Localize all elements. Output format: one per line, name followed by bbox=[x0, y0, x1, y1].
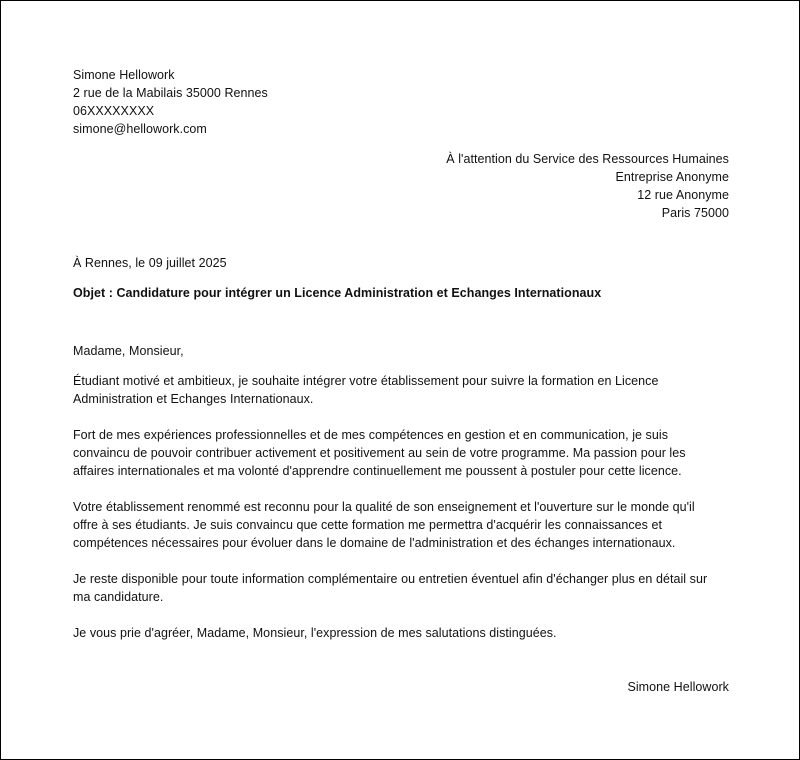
paragraph-line: Je reste disponible pour toute information complémentaire ou entretien éventuel afin d'échanger plus en détail sur bbox=[73, 572, 708, 586]
paragraph-line: Administration et Echanges Internationaux. bbox=[73, 392, 314, 406]
place-date bbox=[73, 254, 729, 272]
place-date-text: À Rennes, le 09 juillet 2025 bbox=[73, 256, 227, 270]
subject-line bbox=[73, 284, 729, 302]
paragraph-line: convaincu de pouvoir contribuer activement et positivement au sein de votre programme. Ma passion pour les bbox=[73, 446, 686, 460]
paragraph-line: compétences nécessaires pour évoluer dans le domaine de l'administration et des échanges internationaux. bbox=[73, 536, 676, 550]
closing-paragraph bbox=[73, 624, 729, 642]
paragraph-line: Étudiant motivé et ambitieux, je souhaite intégrer votre établissement pour suivre la formation en Licence bbox=[73, 374, 659, 388]
recipient-attention: À l'attention du Service des Ressources Humaines bbox=[446, 152, 729, 166]
signature-name: Simone Hellowork bbox=[627, 680, 729, 694]
paragraph-line: offre à ses étudiants. Je suis convaincu que cette formation me permettra d'acquérir les connaissances et bbox=[73, 518, 662, 532]
subject-text: Objet : Candidature pour intégrer un Licence Administration et Echanges Internationaux bbox=[73, 286, 602, 300]
recipient-city: Paris 75000 bbox=[661, 206, 729, 220]
sender-phone: 06XXXXXXXX bbox=[73, 104, 155, 118]
salutation-text: Madame, Monsieur, bbox=[73, 344, 184, 358]
salutation bbox=[73, 342, 729, 360]
recipient-company: Entreprise Anonyme bbox=[615, 170, 729, 184]
signature bbox=[73, 678, 729, 696]
paragraph-line: Votre établissement renommé est reconnu pour la qualité de son enseignement et l'ouverture sur le monde qu'il bbox=[73, 500, 695, 514]
paragraph-line: Je vous prie d'agréer, Madame, Monsieur, l'expression de mes salutations distinguées. bbox=[73, 626, 557, 640]
paragraph-line: affaires internationales et ma volonté d'apprendre continuellement me poussent à postuler pour cette licence. bbox=[73, 464, 682, 478]
paragraph-line: ma candidature. bbox=[73, 590, 164, 604]
sender-email: simone@hellowork.com bbox=[73, 122, 207, 136]
sender-name: Simone Hellowork bbox=[73, 68, 175, 82]
recipient-block bbox=[73, 150, 729, 222]
paragraph-1 bbox=[73, 372, 729, 408]
paragraph-2 bbox=[73, 426, 729, 480]
recipient-street: 12 rue Anonyme bbox=[637, 188, 729, 202]
sender-block bbox=[73, 66, 729, 138]
sender-address: 2 rue de la Mabilais 35000 Rennes bbox=[73, 86, 268, 100]
paragraph-line: Fort de mes expériences professionnelles et de mes compétences en gestion et en communication, je suis bbox=[73, 428, 668, 442]
paragraph-3 bbox=[73, 498, 729, 552]
paragraph-4 bbox=[73, 570, 729, 606]
